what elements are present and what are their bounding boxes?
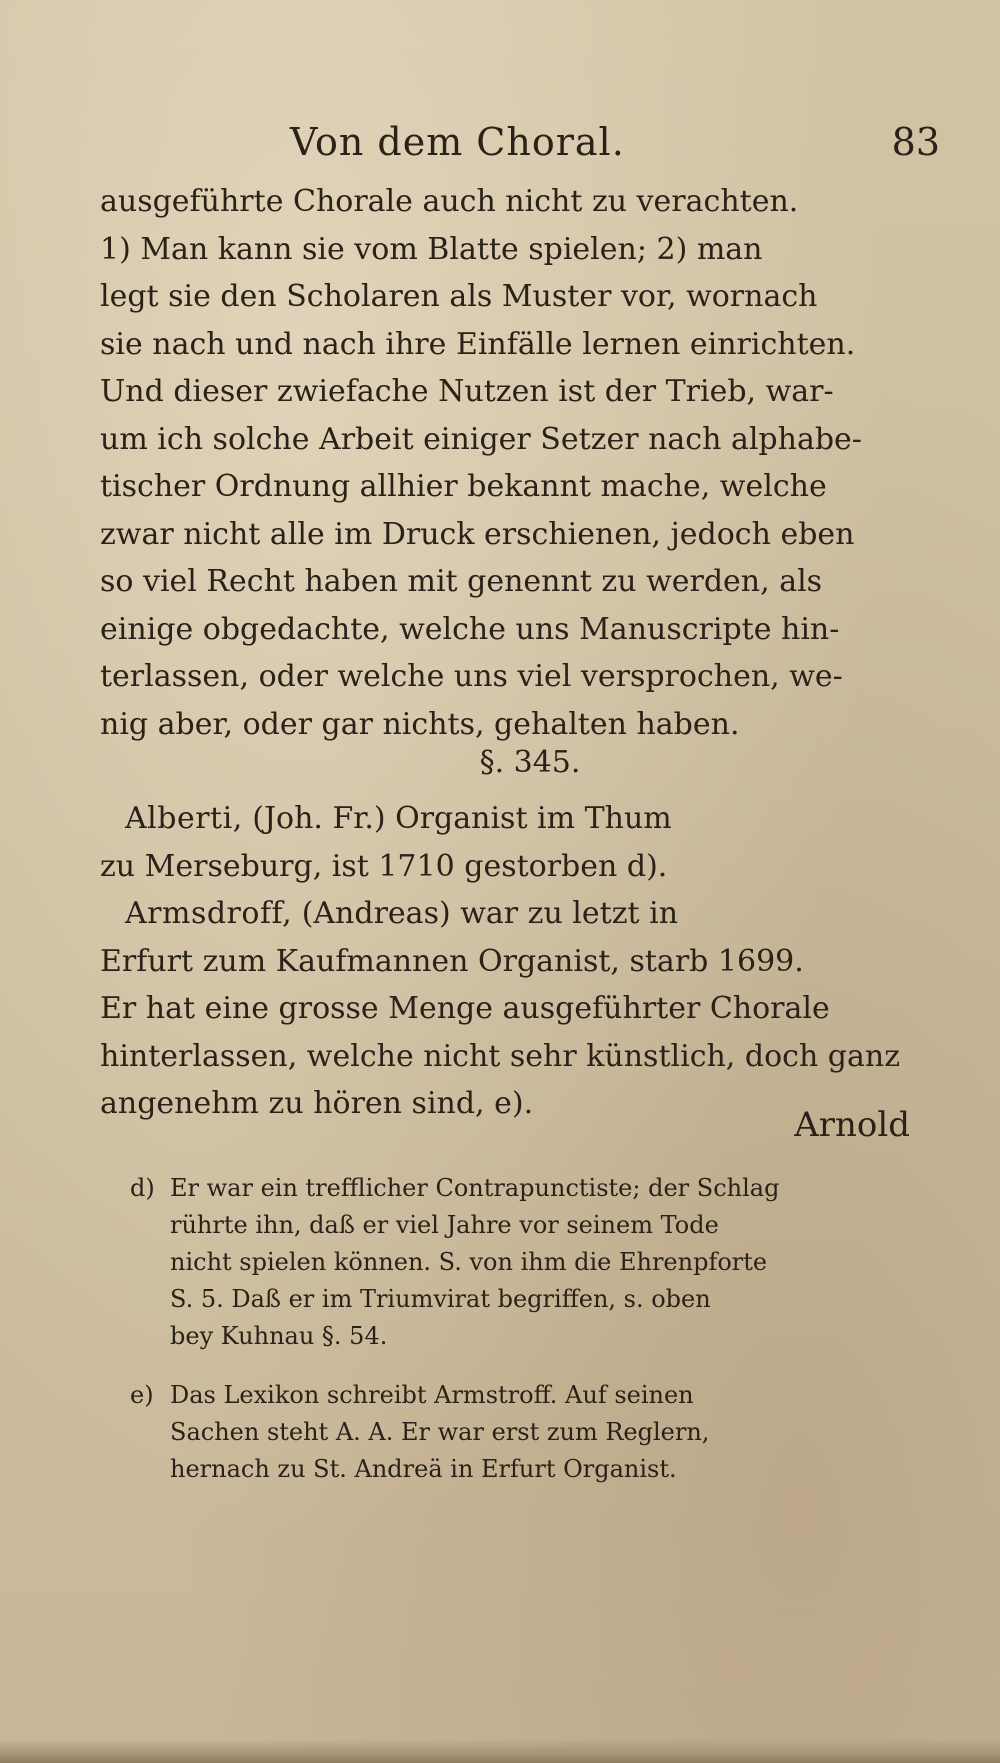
footnote-mark: e) — [130, 1381, 154, 1409]
text-line: 1) Man kann sie vom Blatte spielen; 2) man — [100, 231, 763, 267]
footnote-line: hernach zu St. Andreä in Erfurt Organist. — [170, 1455, 677, 1483]
footnote-d — [130, 1170, 920, 1355]
footnote-line: rührte ihn, daß er viel Jahre vor seinem Tode — [170, 1211, 719, 1239]
entry-alberti — [100, 795, 920, 890]
footnotes — [130, 1170, 920, 1510]
footnote-first-line — [130, 1377, 920, 1414]
entry-text: (Joh. Fr.) Organist im Thum — [252, 801, 672, 836]
text-line: zu Merseburg, ist 1710 gestorben d). — [100, 848, 668, 884]
text-line: um ich solche Arbeit einiger Setzer nach alphabe- — [100, 421, 862, 457]
text-line: angenehm zu hören sind, e). — [100, 1086, 534, 1121]
entry-name: Alberti, — [125, 801, 243, 836]
text-line: Und dieser zwiefache Nutzen ist der Trieb, war- — [100, 374, 834, 409]
footnote-line: nicht spielen können. S. von ihm die Ehrenpforte — [170, 1248, 768, 1276]
text-line: so viel Recht haben mit genennt zu werden, als — [100, 564, 823, 599]
footnote-line: S. 5. Daß er im Triumvirat begriffen, s. oben — [170, 1285, 711, 1313]
text-line: terlassen, oder welche uns viel versprochen, we- — [100, 659, 843, 694]
text-line: legt sie den Scholaren als Muster vor, wornach — [100, 279, 818, 314]
section-heading: §. 345. — [479, 745, 581, 780]
text-line: Er hat eine grosse Menge ausgeführter Chorale — [100, 991, 830, 1026]
footnote-line: Sachen steht A. A. Er war erst zum Reglern, — [170, 1418, 710, 1446]
catchword: Arnold — [794, 1105, 910, 1145]
entry-name: Armsdroff, — [125, 896, 293, 931]
first-paragraph — [100, 178, 920, 748]
entry-first-line — [100, 795, 920, 843]
text-line: Erfurt zum Kaufmannen Organist, starb 1699. — [100, 943, 804, 979]
footnote-mark: d) — [130, 1174, 155, 1202]
footnote-text: Er war ein trefflicher Contrapunctiste; der Schlag — [170, 1174, 780, 1202]
page-bottom-edge — [0, 1739, 1000, 1763]
footnote-text: Das Lexikon schreibt Armstroff. Auf seinen — [170, 1381, 694, 1409]
text-line: nig aber, oder gar nichts, gehalten haben. — [100, 706, 740, 742]
text-line: hinterlassen, welche nicht sehr künstlich, doch ganz — [100, 1038, 901, 1074]
entry-first-line — [100, 890, 920, 938]
entry-armsdroff — [100, 890, 920, 1128]
text-line: sie nach und nach ihre Einfälle lernen einrichten. — [100, 326, 856, 362]
footnote-e — [130, 1377, 920, 1488]
entries — [100, 795, 920, 1128]
page-header — [100, 120, 940, 180]
text-line: zwar nicht alle im Druck erschienen, jedoch eben — [100, 516, 855, 552]
text-line: tischer Ordnung allhier bekannt mache, welche — [100, 469, 827, 504]
running-title: Von dem Choral. — [290, 120, 625, 164]
page-number: 83 — [891, 120, 940, 164]
text-line: einige obgedachte, welche uns Manuscripte hin- — [100, 611, 840, 647]
text-line: ausgeführte Chorale auch nicht zu verachten. — [100, 184, 799, 219]
entry-text: (Andreas) war zu letzt in — [301, 896, 679, 931]
footnote-line: bey Kuhnau §. 54. — [170, 1322, 388, 1350]
footnote-first-line — [130, 1170, 920, 1207]
